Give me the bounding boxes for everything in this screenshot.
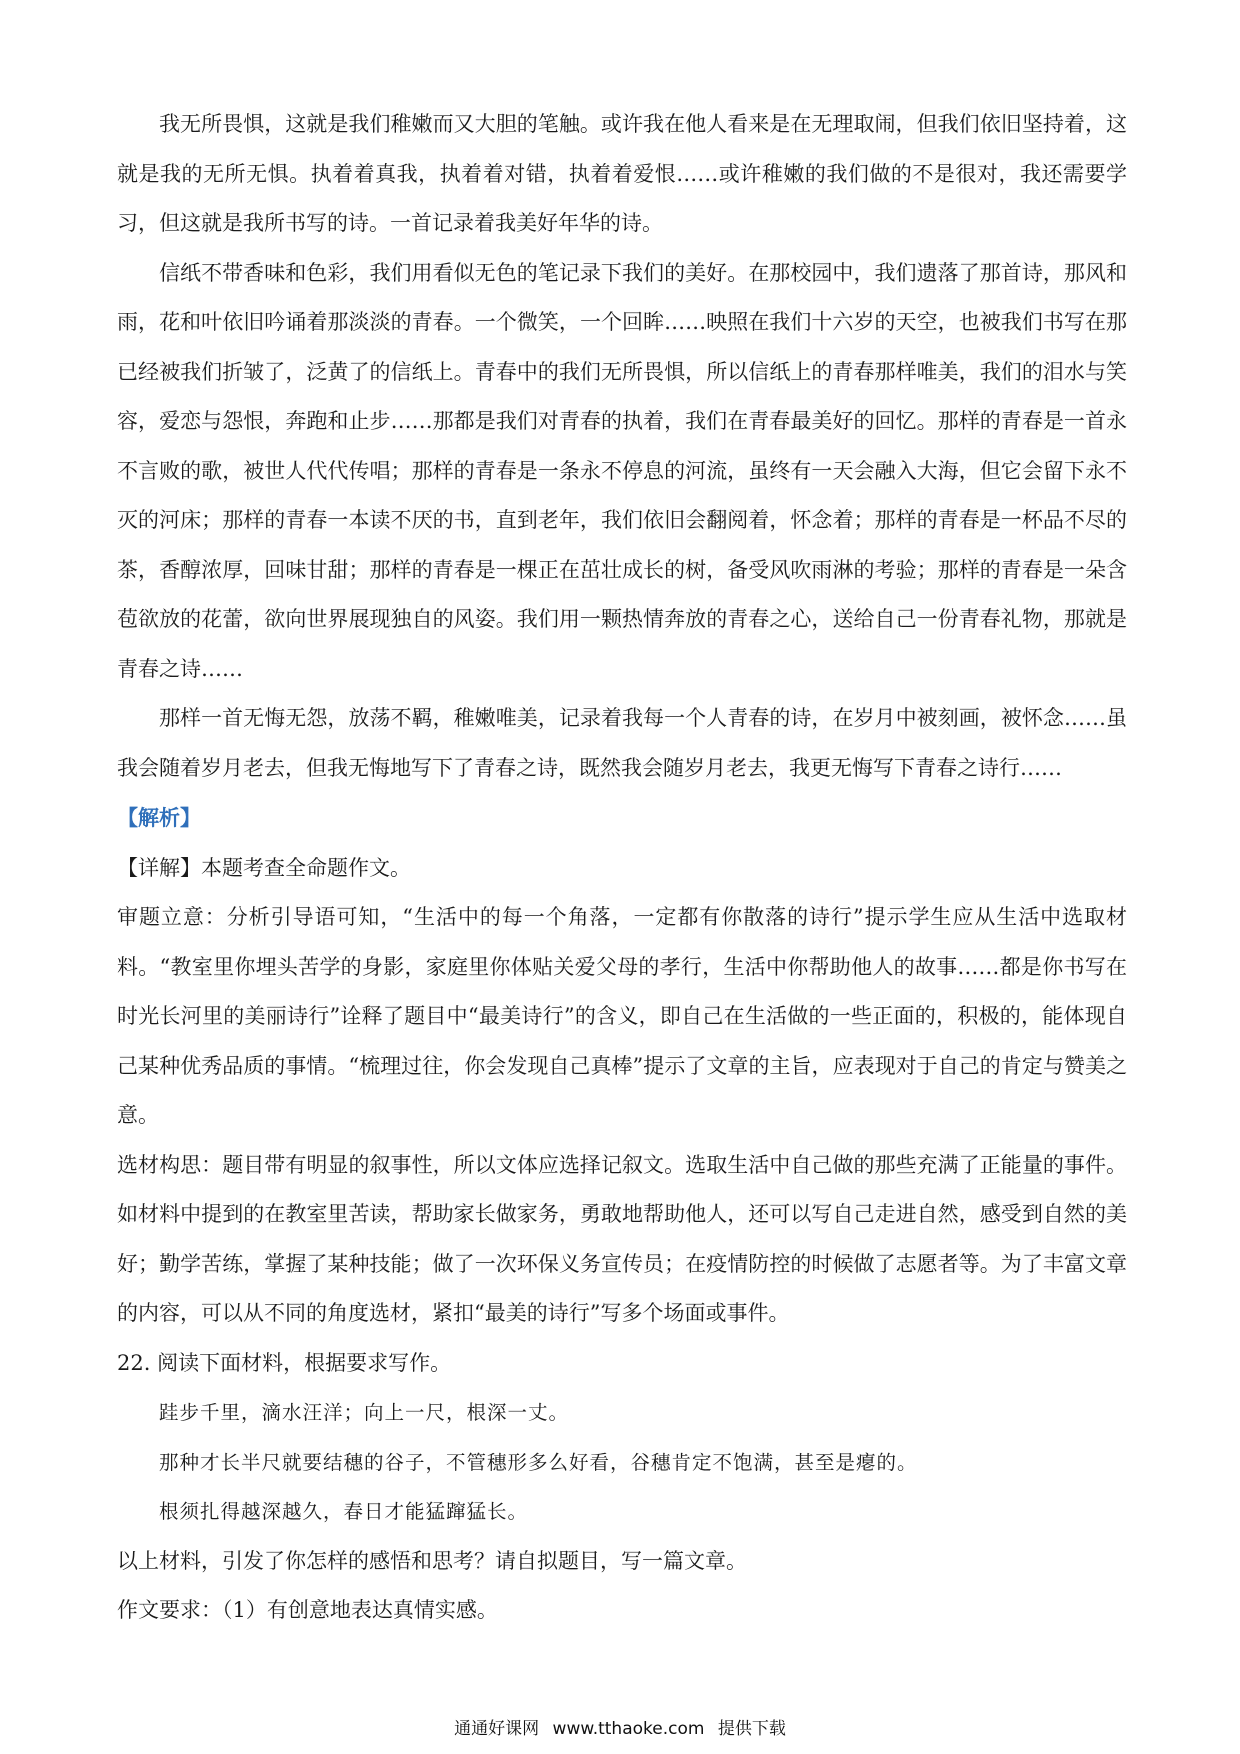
question-prompt: 以上材料，引发了你怎样的感悟和思考？请自拟题目，写一篇文章。 [117,1548,747,1573]
detail-label: 【详解】 [117,855,201,880]
page-footer [0,1714,1240,1739]
page-content [117,100,1127,1636]
material-line-2: 那种才长半尺就要结穗的谷子，不管穗形多么好看，谷穗肯定不饱满，甚至是瘪的。 [159,1450,918,1474]
footer-site-name: 通通好课网 [454,1719,540,1739]
shenti-paragraph: 审题立意：分析引导语可知，“生活中的每一个角落，一定都有你散落的诗行”提示学生应从生活中选取材料。“教室里你埋头苦学的身影，家庭里你体贴关爱父母的孝行，生活中你帮助他人的故事……都是你书写在时光长河里的美丽诗行”诠释了题目中“最美诗行”的含义，即自己在生活做的一些正面的，积极的，能体现自己某种优秀品质的事情。“梳理过往，你会发现自己真棒”提示了文章的主旨，应表现对于自己的肯定与赞美之意。 [117,905,1127,1127]
material-line-3: 根须扎得越深越久，春日才能猛蹿猛长。 [159,1500,529,1523]
footer-suffix: 提供下载 [717,1719,786,1739]
detail-line [117,844,1127,894]
essay-paragraph-1: 我无所畏惧，这就是我们稚嫩而又大胆的笔触。或许我在他人看来是在无理取闹，但我们依旧坚持着，这就是我的无所无惧。执着着真我，执着着对错，执着着爱恨……或许稚嫩的我们做的不是很对，我还需要学习，但这就是我所书写的诗。一首记录着我美好年华的诗。 [117,112,1127,235]
analysis-heading [117,793,1127,844]
question-requirement: 作文要求：（1）有创意地表达真情实感。 [117,1598,498,1622]
analysis-tag: 【解析】 [117,805,201,830]
material-line-1: 跬步千里，滴水汪洋；向上一尺，根深一丈。 [159,1401,570,1424]
xuancai-paragraph: 选材构思：题目带有明显的叙事性，所以文体应选择记叙文。选取生活中自己做的那些充满了正能量的事件。如材料中提到的在教室里苦读，帮助家长做家务，勇敢地帮助他人，还可以写自己走进自然，感受到自然的美好；勤学苦练，掌握了某种技能；做了一次环保义务宣传员；在疫情防控的时候做了志愿者等。为了丰富文章的内容，可以从不同的角度选材，紧扣“最美的诗行”写多个场面或事件。 [117,1152,1127,1325]
essay-paragraph-2: 信纸不带香味和色彩，我们用看似无色的笔记录下我们的美好。在那校园中，我们遗落了那首诗，那风和雨，花和叶依旧吟诵着那淡淡的青春。一个微笑，一个回眸……映照在我们十六岁的天空，也被我们书写在那已经被我们折皱了，泛黄了的信纸上。青春中的我们无所畏惧，所以信纸上的青春那样唯美，我们的泪水与笑容，爱恋与怨恨，奔跑和止步……那都是我们对青春的执着，我们在青春最美好的回忆。那样的青春是一首永不言败的歌，被世人代代传唱；那样的青春是一条永不停息的河流，虽终有一天会融入大海，但它会留下永不灭的河床；那样的青春一本读不厌的书，直到老年，我们依旧会翻阅着，怀念着；那样的青春是一杯品不尽的茶，香醇浓厚，回味甘甜；那样的青春是一棵正在茁壮成长的树，备受风吹雨淋的考验；那样的青春是一朵含苞欲放的花蕾，欲向世界展现独自的风姿。我们用一颗热情奔放的青春之心，送给自己一份青春礼物，那就是青春之诗…… [117,260,1127,681]
detail-text: 本题考查全命题作文。 [201,855,411,880]
essay-paragraph-3: 那样一首无悔无怨，放荡不羁，稚嫩唯美，记录着我每一个人青春的诗，在岁月中被刻画，被怀念……虽我会随着岁月老去，但我无悔地写下了青春之诗，既然我会随岁月老去，我更无悔写下青春之诗行…… [117,706,1127,780]
question-stem: 22. 阅读下面材料，根据要求写作。 [117,1350,452,1375]
footer-url[interactable]: www.tthaoke.com [552,1719,705,1739]
